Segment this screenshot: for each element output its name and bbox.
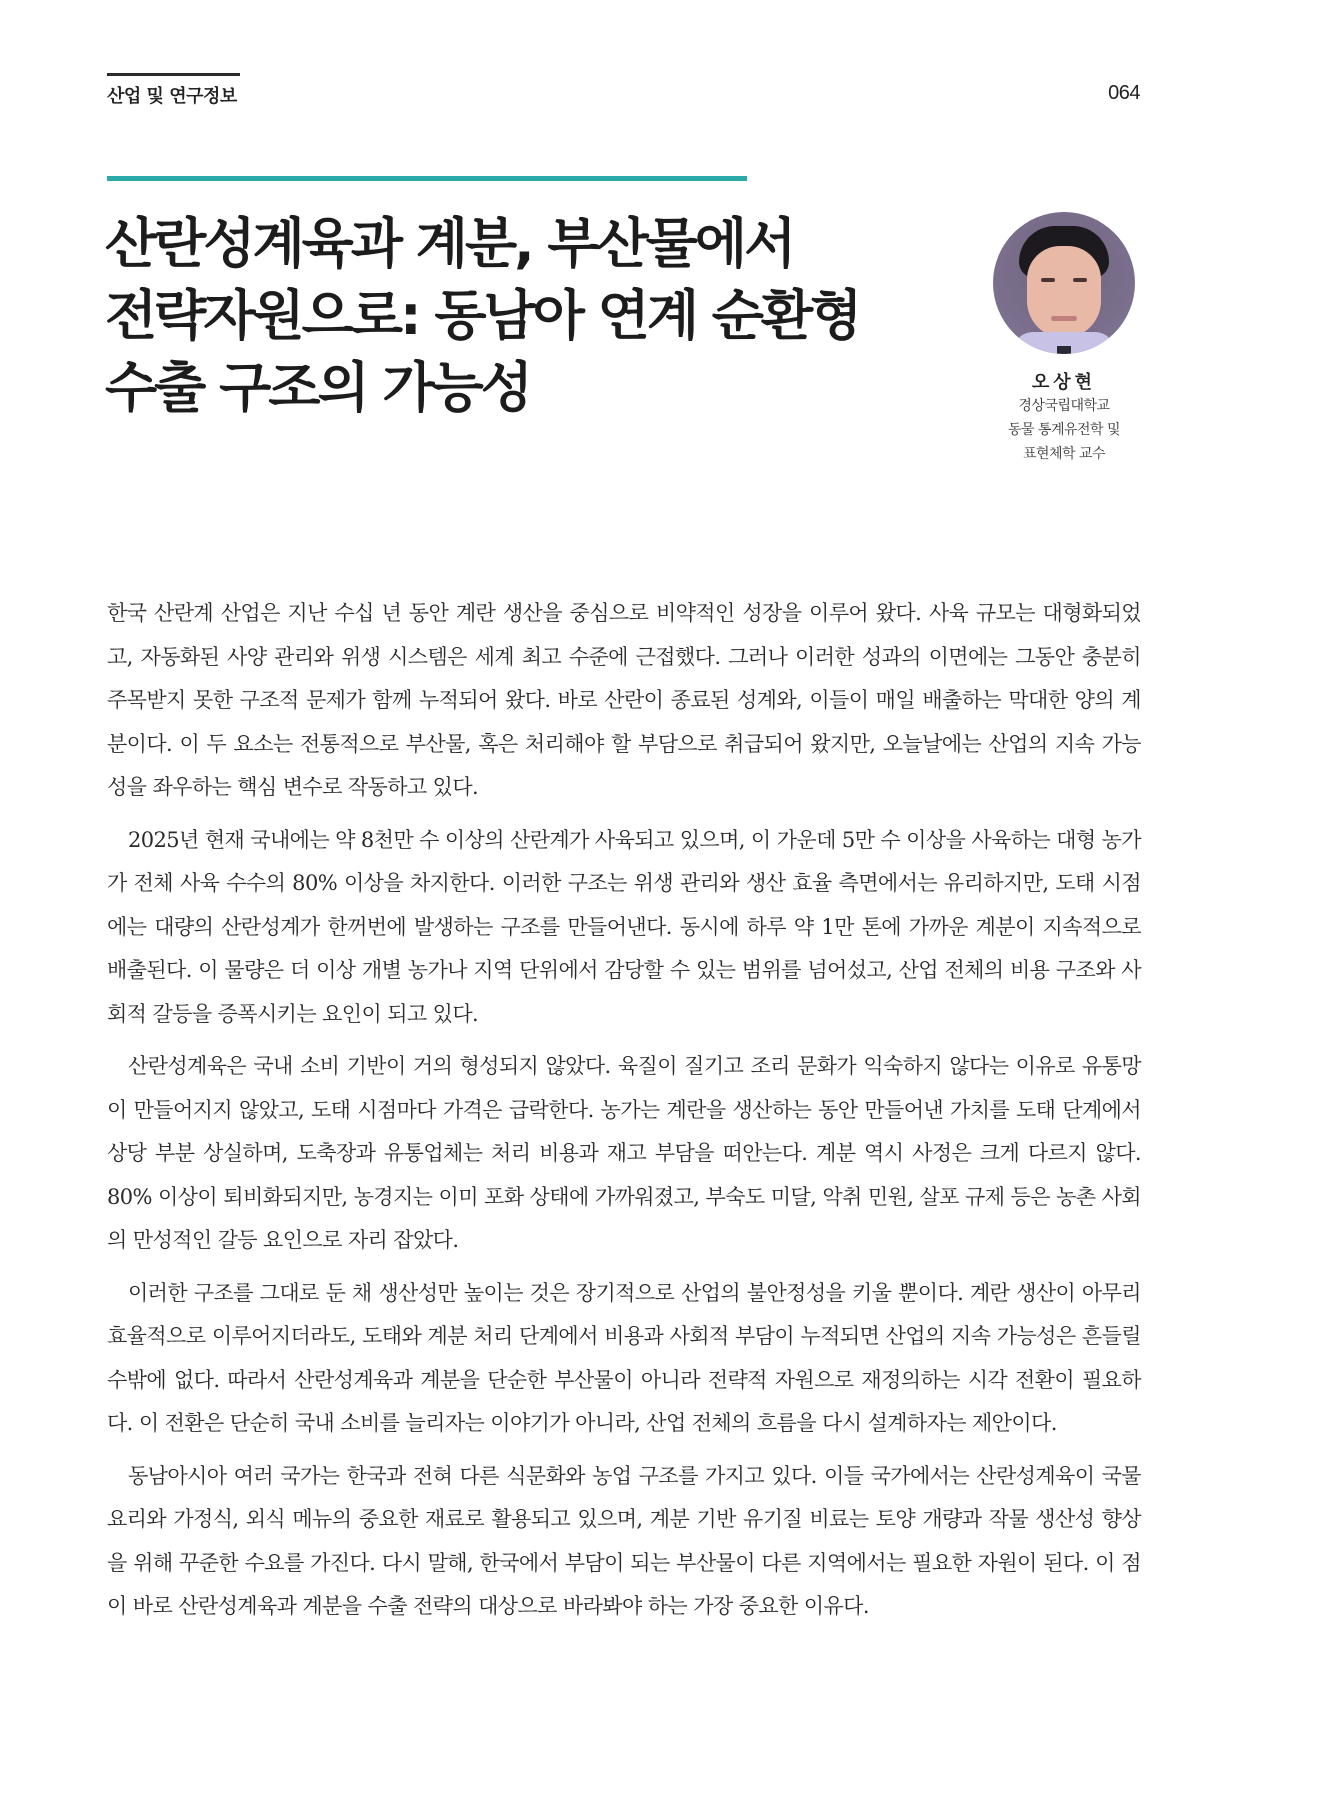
photo-face [1027,246,1101,338]
author-affiliation [984,394,1144,466]
author-photo [993,212,1135,354]
author-name: 오상현 [1031,372,1097,393]
paragraph: 산란성계육은 국내 소비 기반이 거의 형성되지 않았다. 육질이 질기고 조리 문화가 익숙하지 않다는 이유로 유통망이 만들어지지 않았고, 도태 시점마다 가격은 급락한다. 농가는 계란을 생산하는 동안 만들어낸 가치를 도태 단계에서 상당 부분 상실하며, 도축장과 유통업체는 처리 비용과 재고 부담을 떠안는다. 계분 역시 사정은 크게 다르지 않다. 80% 이상이 퇴비화되지만, 농경지는 이미 포화 상태에 가까워졌고, 부숙도 미달, 악취 민원, 살포 규제 등은 농촌 사회의 만성적인 갈등 요인으로 자리 잡았다. [107,1054,1141,1252]
article-title [105,208,925,424]
paragraph: 동남아시아 여러 국가는 한국과 전혀 다른 식문화와 농업 구조를 가지고 있다. 이들 국가에서는 산란성계육이 국물 요리와 가정식, 외식 메뉴의 중요한 재료로 활용되고 있으며, 계분 기반 유기질 비료는 토양 개량과 작물 생산성 향상을 위해 꾸준한 수요를 가진다. 다시 말해, 한국에서 부담이 되는 부산물이 다른 지역에서는 필요한 자원이 된다. 이 점이 바로 산란성계육과 계분을 수출 전략의 대상으로 바라봐야 하는 가장 중요한 이유다. [107,1463,1141,1618]
article-body [107,592,1141,1638]
author-card [984,212,1144,466]
paragraph: 2025년 현재 국내에는 약 8천만 수 이상의 산란계가 사육되고 있으며, 이 가운데 5만 수 이상을 사육하는 대형 농가가 전체 사육 수수의 80% 이상을 차지한다. 이러한 구조는 위생 관리와 생산 효율 측면에서는 유리하지만, 도태 시점에는 대량의 산란성계가 한꺼번에 발생하는 구조를 만들어낸다. 동시에 하루 약 1만 톤에 가까운 계분이 지속적으로 배출된다. 이 물량은 더 이상 개별 농가나 지역 단위에서 감당할 수 있는 범위를 넘어섰고, 산업 전체의 비용 구조와 사회적 갈등을 증폭시키는 요인이 되고 있다. [107,827,1141,1026]
title-line: 전략자원으로: 동남아 연계 순환형 [105,284,860,347]
page-number: 064 [1108,82,1140,104]
photo-mouth [1051,316,1077,321]
section-label: 산업 및 연구정보 [107,86,237,107]
paragraph: 한국 산란계 산업은 지난 수십 년 동안 계란 생산을 중심으로 비약적인 성장을 이루어 왔다. 사육 규모는 대형화되었고, 자동화된 사양 관리와 위생 시스템은 세계 최고 수준에 근접했다. 그러나 이러한 성과의 이면에는 그동안 충분히 주목받지 못한 구조적 문제가 함께 누적되어 왔다. 바로 산란이 종료된 성계와, 이들이 매일 배출하는 막대한 양의 계분이다. 이 두 요소는 전통적으로 부산물, 혹은 처리해야 할 부담으로 취급되어 왔지만, 오늘날에는 산업의 지속 가능성을 좌우하는 핵심 변수로 작동하고 있다. [107,601,1141,799]
photo-eye [1073,278,1087,282]
header-rule [107,73,240,76]
title-line: 산란성계육과 계분, 부산물에서 [105,212,794,275]
affiliation-line: 표현체학 교수 [1022,446,1106,462]
photo-tie [1057,346,1071,354]
title-accent-rule [107,176,747,181]
photo-eye [1041,278,1055,282]
paragraph: 이러한 구조를 그대로 둔 채 생산성만 높이는 것은 장기적으로 산업의 불안정성을 키울 뿐이다. 계란 생산이 아무리 효율적으로 이루어지더라도, 도태와 계분 처리 단계에서 비용과 사회적 부담이 누적되면 산업의 지속 가능성은 흔들릴 수밖에 없다. 따라서 산란성계육과 계분을 단순한 부산물이 아니라 전략적 자원으로 재정의하는 시각 전환이 필요하다. 이 전환은 단순히 국내 소비를 늘리자는 이야기가 아니라, 산업 전체의 흐름을 다시 설계하자는 제안이다. [107,1280,1141,1435]
title-line: 수출 구조의 가능성 [105,356,530,419]
affiliation-line: 경상국립대학교 [1018,398,1110,414]
affiliation-line: 동물 통계유전학 및 [1007,422,1121,438]
